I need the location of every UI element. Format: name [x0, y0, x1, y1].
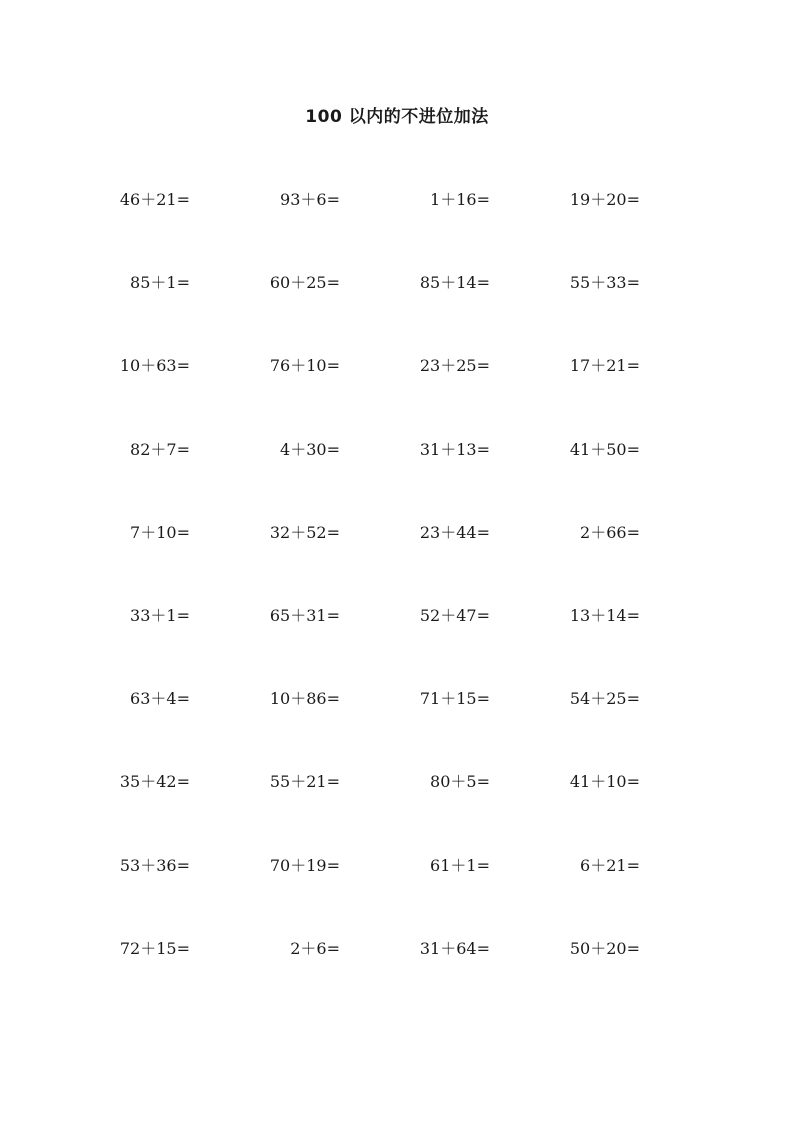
problem-item: 76＋10=: [269, 356, 340, 376]
problem-item: 31＋13=: [419, 439, 490, 459]
problem-item: 35＋42=: [119, 772, 190, 792]
problem-item: 54＋25=: [569, 689, 640, 709]
problem-item: 32＋52=: [269, 522, 340, 542]
problem-item: 46＋21=: [119, 190, 190, 209]
page-title: 100 以内的不进位加法: [305, 107, 489, 127]
problem-item: 1＋16=: [430, 190, 490, 209]
problem-item: 61＋1=: [430, 855, 490, 875]
problem-item: 93＋6=: [280, 190, 340, 209]
problem-row: [40, 354, 640, 437]
problem-row: [40, 271, 640, 354]
problem-item: 7＋10=: [130, 522, 190, 542]
problem-item: 31＋64=: [419, 938, 490, 958]
problem-item: 2＋6=: [290, 938, 340, 958]
problem-row: [40, 854, 640, 937]
problem-item: 6＋21=: [580, 855, 640, 875]
problem-row: [40, 188, 640, 271]
problem-item: 85＋1=: [130, 273, 190, 293]
problem-item: 19＋20=: [569, 190, 640, 209]
problem-item: 55＋21=: [269, 772, 340, 792]
problem-item: 10＋63=: [119, 356, 190, 376]
problem-row: [40, 770, 640, 853]
problem-item: 23＋25=: [419, 356, 490, 376]
problem-item: 82＋7=: [130, 439, 190, 459]
problem-item: 41＋10=: [569, 772, 640, 792]
problem-item: 17＋21=: [569, 356, 640, 376]
problem-row: [40, 521, 640, 604]
problem-row: [40, 438, 640, 521]
problem-row: [40, 604, 640, 687]
problem-grid: [40, 188, 640, 1020]
problem-row: [40, 687, 640, 770]
problem-item: 63＋4=: [130, 689, 190, 709]
problem-item: 52＋47=: [419, 605, 490, 625]
problem-item: 4＋30=: [280, 439, 340, 459]
problem-row: [40, 937, 640, 1020]
problem-item: 80＋5=: [430, 772, 490, 792]
problem-item: 71＋15=: [419, 689, 490, 709]
problem-item: 50＋20=: [569, 938, 640, 958]
problem-item: 53＋36=: [119, 855, 190, 875]
problem-item: 70＋19=: [269, 855, 340, 875]
problem-item: 23＋44=: [419, 522, 490, 542]
problem-item: 85＋14=: [419, 273, 490, 293]
problem-item: 55＋33=: [569, 273, 640, 293]
problem-item: 72＋15=: [119, 938, 190, 958]
problem-item: 13＋14=: [569, 605, 640, 625]
problem-item: 41＋50=: [569, 439, 640, 459]
problem-item: 33＋1=: [130, 605, 190, 625]
problem-item: 2＋66=: [580, 522, 640, 542]
problem-item: 60＋25=: [269, 273, 340, 293]
problem-item: 10＋86=: [269, 689, 340, 709]
problem-item: 65＋31=: [269, 605, 340, 625]
